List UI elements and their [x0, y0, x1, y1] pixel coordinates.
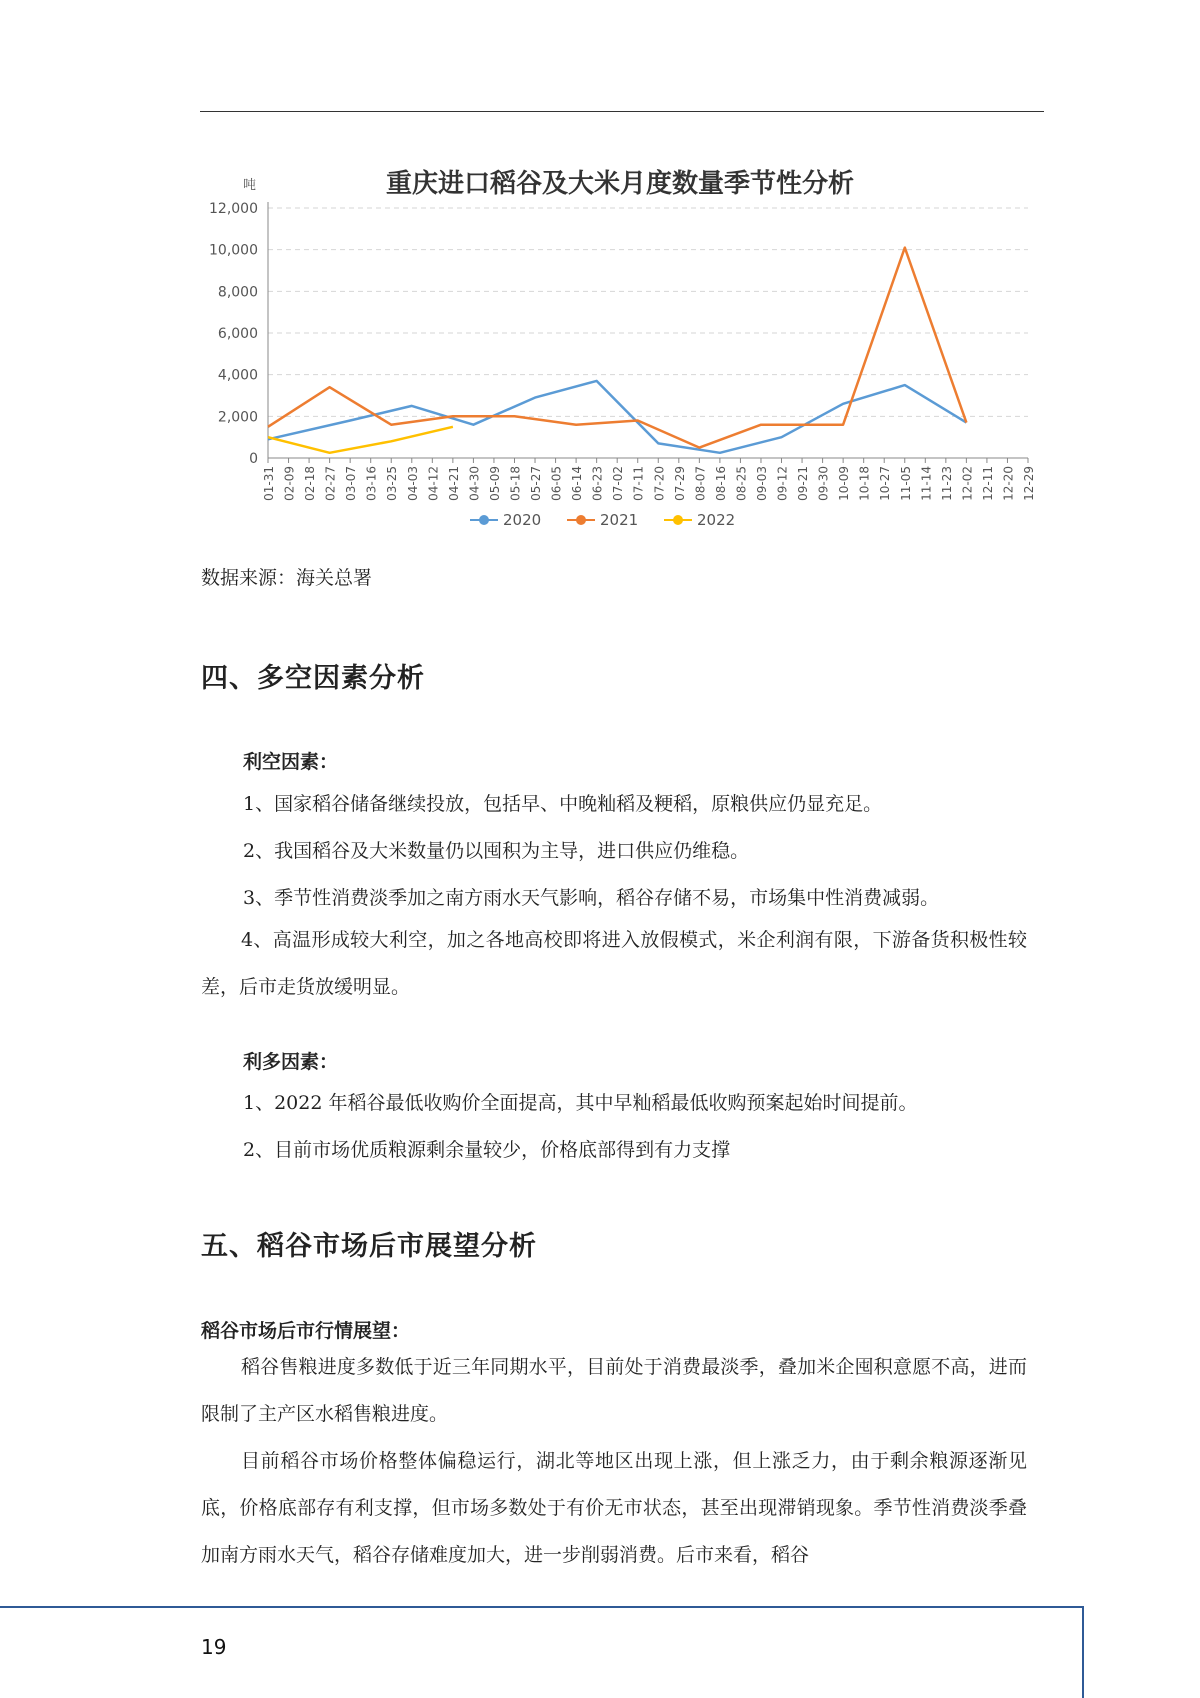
x-tick-label: 04-12 [426, 466, 441, 501]
data-source: 数据来源：海关总署 [201, 567, 373, 589]
x-tick-label: 07-02 [611, 466, 626, 501]
x-tick-label: 04-30 [467, 466, 482, 501]
x-tick-label: 06-14 [570, 466, 585, 501]
series-line-2022 [268, 427, 453, 453]
x-tick-label: 07-11 [631, 466, 646, 501]
legend-marker-2021 [576, 515, 586, 525]
y-tick-label: 4,000 [217, 367, 258, 384]
outlook-paragraph: 稻谷售粮进度多数低于近三年同期水平，目前处于消费最淡季，叠加米企囤积意愿不高，进而限制了主产区水稻售粮进度。 [201, 1356, 1027, 1425]
x-tick-label: 11-05 [898, 466, 913, 501]
x-tick-label: 09-21 [796, 466, 811, 501]
x-tick-label: 04-21 [446, 466, 461, 501]
seasonal-import-chart [190, 160, 1050, 540]
bearish-item: 2、我国稻谷及大米数量仍以囤积为主导，进口供应仍维稳。 [243, 840, 750, 862]
bearish-factors-title: 利空因素： [243, 751, 339, 773]
x-tick-label: 12-29 [1022, 466, 1036, 501]
page-number: 19 [201, 1635, 227, 1659]
x-tick-label: 03-16 [364, 466, 379, 501]
legend-label-2021: 2021 [600, 511, 639, 529]
section-4-title: 四、多空因素分析 [201, 663, 425, 694]
x-tick-label: 09-30 [816, 466, 831, 501]
x-tick-label: 09-03 [754, 466, 769, 501]
outlook-paragraph: 目前稻谷市场价格整体偏稳运行，湖北等地区出现上涨，但上涨乏力，由于剩余粮源逐渐见底，价格底部存有利支撑，但市场多数处于有价无市状态，甚至出现滞销现象。季节性消费淡季叠加南方雨水天气，稻谷存储难度加大，进一步削弱消费。后市来看，稻谷 [201, 1450, 1027, 1566]
x-tick-label: 02-18 [303, 466, 318, 501]
x-tick-label: 09-12 [775, 466, 790, 501]
x-tick-label: 02-27 [323, 466, 338, 501]
y-tick-label: 0 [249, 451, 258, 467]
x-tick-label: 08-07 [693, 466, 708, 501]
bearish-item: 1、国家稻谷储备继续投放，包括早、中晚籼稻及粳稻，原粮供应仍显充足。 [243, 793, 883, 815]
bearish-item: 4、高温形成较大利空，加之各地高校即将进入放假模式，米企利润有限，下游备货积极性较差，后市走货放缓明显。 [201, 929, 1027, 998]
x-tick-label: 11-14 [919, 466, 934, 501]
bearish-item: 3、季节性消费淡季加之南方雨水天气影响，稻谷存储不易，市场集中性消费减弱。 [243, 887, 940, 909]
y-tick-label: 10,000 [209, 242, 258, 259]
x-tick-label: 10-27 [878, 466, 893, 501]
legend-marker-2020 [479, 515, 489, 525]
x-tick-label: 12-20 [1001, 466, 1016, 501]
legend-label-2020: 2020 [503, 511, 542, 529]
x-tick-label: 12-11 [980, 466, 995, 501]
x-tick-label: 10-18 [857, 466, 872, 501]
x-tick-label: 07-20 [652, 466, 667, 501]
chart-svg [190, 160, 1050, 540]
x-tick-label: 06-23 [590, 466, 605, 501]
x-tick-label: 01-31 [262, 466, 276, 501]
x-tick-label: 10-09 [837, 466, 852, 501]
outlook-title: 稻谷市场后市行情展望： [201, 1320, 411, 1342]
footer-side-rule [1082, 1606, 1084, 1698]
section-5-title: 五、稻谷市场后市展望分析 [201, 1231, 537, 1262]
y-tick-label: 12,000 [209, 201, 258, 217]
x-tick-label: 08-25 [734, 466, 749, 501]
x-tick-label: 05-27 [529, 466, 544, 501]
x-tick-label: 02-09 [282, 466, 297, 501]
x-tick-label: 05-18 [508, 466, 523, 501]
x-tick-label: 06-05 [549, 466, 564, 501]
x-tick-label: 03-25 [385, 466, 400, 501]
bullish-factors-title: 利多因素： [243, 1051, 339, 1073]
series-line-2020 [268, 381, 966, 453]
series-line-2021 [268, 248, 966, 448]
x-tick-label: 03-07 [344, 466, 359, 501]
x-tick-label: 05-09 [487, 466, 502, 501]
y-tick-label: 6,000 [217, 326, 258, 342]
x-tick-label: 11-23 [939, 466, 954, 501]
chart-title: 重庆进口稻谷及大米月度数量季节性分析 [385, 169, 855, 199]
header-rule [200, 111, 1044, 112]
bullish-item: 1、2022 年稻谷最低收购价全面提高，其中早籼稻最低收购预案起始时间提前。 [243, 1092, 918, 1114]
chart-unit-label: 吨 [242, 178, 256, 193]
legend-label-2022: 2022 [697, 511, 736, 529]
x-tick-label: 08-16 [713, 466, 728, 501]
y-tick-label: 2,000 [217, 409, 258, 426]
bullish-item: 2、目前市场优质粮源剩余量较少，价格底部得到有力支撑 [243, 1139, 731, 1161]
legend-marker-2022 [673, 515, 683, 525]
y-tick-label: 8,000 [217, 284, 258, 301]
x-tick-label: 04-03 [405, 466, 420, 501]
x-tick-label: 07-29 [672, 465, 687, 501]
x-tick-label: 12-02 [960, 466, 975, 501]
footer-rule [0, 1606, 1083, 1608]
